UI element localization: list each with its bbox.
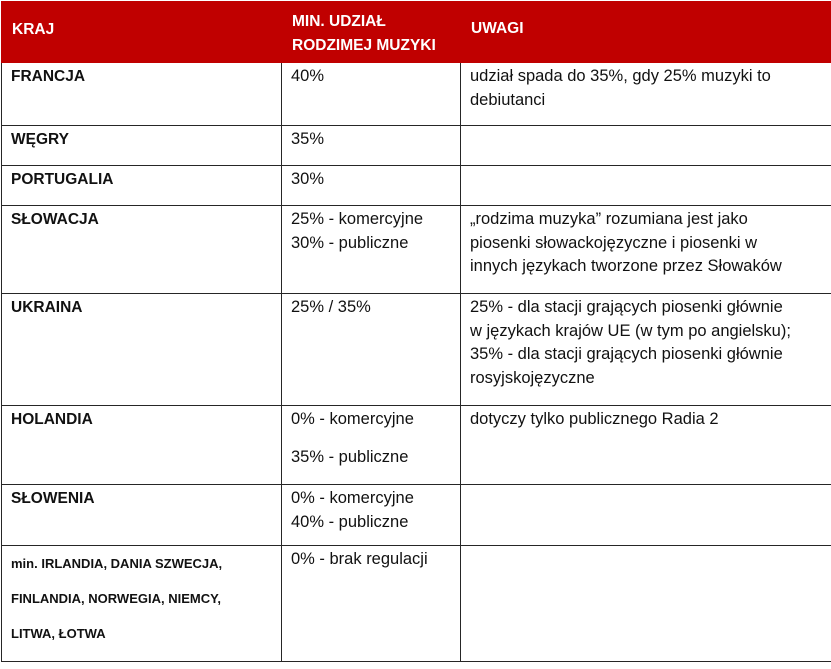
share-cell: 40% xyxy=(282,63,461,126)
table-row xyxy=(2,294,831,406)
table-row xyxy=(2,166,831,206)
share-cell: 30% xyxy=(282,166,461,206)
country-cell: HOLANDIA xyxy=(2,406,282,485)
table-row xyxy=(2,406,831,485)
notes-cell: udział spada do 35%, gdy 25% muzyki to debiutanci xyxy=(461,63,831,126)
header-country: KRAJ xyxy=(2,2,282,63)
table-row xyxy=(2,126,831,166)
notes-cell: „rodzima muzyka” rozumiana jest jako piosenki słowackojęzyczne i piosenki w innych językach tworzone przez Słowaków xyxy=(461,206,831,294)
table-row xyxy=(2,63,831,126)
share-cell: 35% xyxy=(282,126,461,166)
notes-cell: 25% - dla stacji grających piosenki głównie w językach krajów UE (w tym po angielsku); 35% - dla stacji grających piosenki głównie rosyjskojęzyczne xyxy=(461,294,831,406)
music-quota-table xyxy=(1,1,831,662)
table-row xyxy=(2,546,831,662)
header-row xyxy=(2,2,831,63)
header-share: MIN. UDZIAŁ RODZIMEJ MUZYKI xyxy=(282,2,461,63)
share-cell: 25% - komercyjne 30% - publiczne xyxy=(282,206,461,294)
share-cell: 25% / 35% xyxy=(282,294,461,406)
share-cell: 0% - komercyjne 40% - publiczne xyxy=(282,485,461,546)
notes-cell xyxy=(461,546,831,662)
notes-cell xyxy=(461,166,831,206)
country-cell: WĘGRY xyxy=(2,126,282,166)
notes-cell xyxy=(461,485,831,546)
table-row xyxy=(2,485,831,546)
country-cell: UKRAINA xyxy=(2,294,282,406)
country-cell: min. IRLANDIA, DANIA SZWECJA, FINLANDIA, NORWEGIA, NIEMCY, LITWA, ŁOTWA xyxy=(2,546,282,662)
notes-cell xyxy=(461,126,831,166)
share-cell: 0% - brak regulacji xyxy=(282,546,461,662)
country-cell: SŁOWACJA xyxy=(2,206,282,294)
notes-cell: dotyczy tylko publicznego Radia 2 xyxy=(461,406,831,485)
country-cell: SŁOWENIA xyxy=(2,485,282,546)
country-cell: PORTUGALIA xyxy=(2,166,282,206)
header-notes: UWAGI xyxy=(461,2,831,63)
table-row xyxy=(2,206,831,294)
country-cell: FRANCJA xyxy=(2,63,282,126)
share-cell: 0% - komercyjne 35% - publiczne xyxy=(282,406,461,485)
